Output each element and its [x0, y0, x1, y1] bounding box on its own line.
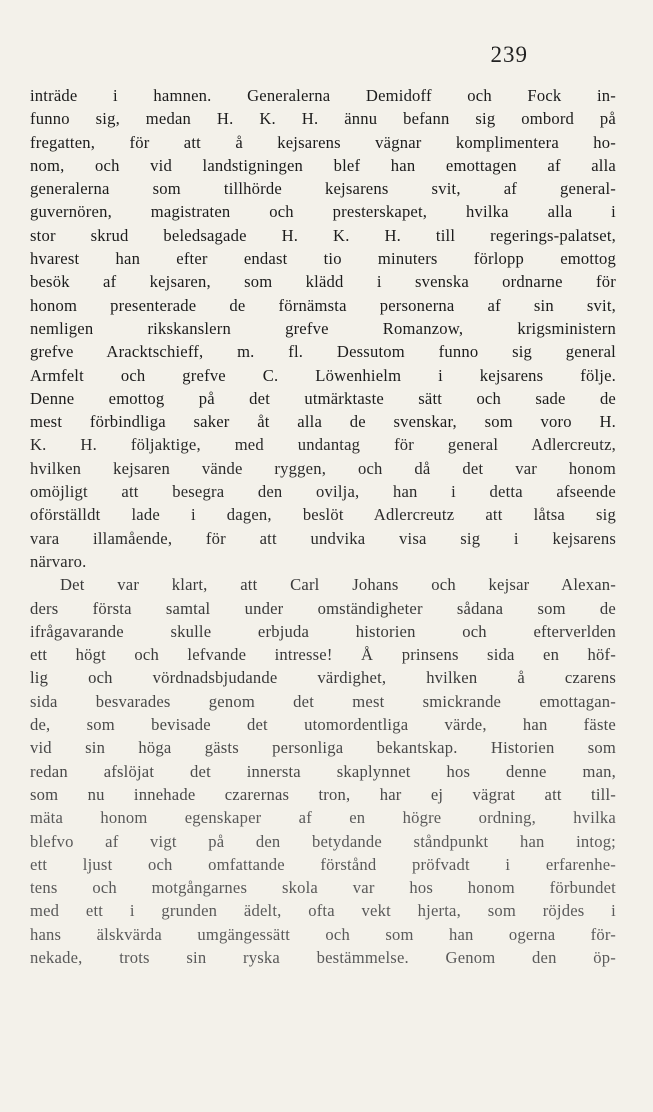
text-line: närvaro. — [30, 551, 87, 571]
text-line: de, som bevisade det utomordentliga värde, han fäste — [30, 715, 616, 735]
text-line: grefve Aracktschieff, m. fl. Dessutom funno sig general — [30, 342, 616, 362]
text-line: nemligen rikskanslern grefve Romanzow, krigsministern — [30, 318, 616, 338]
text-line: vara illamående, för att undvika visa sig i kejsarens — [30, 528, 616, 548]
text-line: honom presenterade de förnämsta personerna af sin svit, — [30, 295, 616, 315]
text-line: nom, och vid landstigningen blef han emottagen af alla — [30, 155, 616, 175]
text-line: omöjligt att besegra den ovilja, han i detta afseende — [30, 482, 616, 502]
text-line: ett ljust och omfattande förstånd pröfvadt i erfarenhe- — [30, 854, 616, 874]
text-line: vid sin höga gästs personliga bekantskap. Historien som — [30, 738, 616, 758]
page-number: 239 — [490, 42, 528, 67]
text-line: ifrågavarande skulle erbjuda historien och efterverlden — [30, 621, 616, 641]
text-line: lig och vördnadsbjudande värdighet, hvilken å czarens — [30, 668, 616, 688]
text-line: mäta honom egenskaper af en högre ordning, hvilka — [30, 808, 616, 828]
text-line: stor skrud beledsagade H. K. H. till regerings-palatset, — [30, 225, 616, 245]
text-line: guvernören, magistraten och presterskapet, hvilka alla i — [30, 202, 616, 222]
text-line: mest förbindliga saker åt alla de svenskar, som voro H. — [30, 412, 616, 432]
text-line: Denne emottog på det utmärktaste sätt och sade de — [30, 388, 616, 408]
text-line: tens och motgångarnes skola var hos honom förbundet — [30, 878, 616, 898]
text-line: nekade, trots sin ryska bestämmelse. Genom den öp- — [30, 947, 616, 967]
text-line: blefvo af vigt på den betydande ståndpunkt han intog; — [30, 831, 616, 851]
text-line: generalerna som tillhörde kejsarens svit, af general- — [30, 179, 616, 199]
text-line: funno sig, medan H. K. H. ännu befann sig ombord på — [30, 109, 616, 129]
text-line: besök af kejsaren, som klädd i svenska ordnarne för — [30, 272, 616, 292]
text-line: fregatten, för att å kejsarens vägnar komplimentera ho- — [30, 132, 616, 152]
text-line: ett högt och lefvande intresse! Å prinsens sida en höf- — [30, 645, 616, 665]
text-line: sida besvarades genom det mest smickrande emottagan- — [30, 691, 616, 711]
text-line: med ett i grunden ädelt, ofta vekt hjerta, som röjdes i — [30, 901, 616, 921]
text-line: hvilken kejsaren vände ryggen, och då det var honom — [30, 458, 616, 478]
text-line: som nu innehade czarernas tron, har ej vägrat att till- — [30, 784, 616, 804]
text-line: ders första samtal under omständigheter sådana som de — [30, 598, 616, 618]
text-line: oförställdt lade i dagen, beslöt Adlercreutz att låtsa sig — [30, 505, 616, 525]
body-text — [30, 84, 616, 969]
text-line: hans älskvärda umgängessätt och som han ogerna för- — [30, 924, 616, 944]
text-line: K. H. följaktige, med undantag för general Adlercreutz, — [30, 435, 616, 455]
text-line: Det var klart, att Carl Johans och kejsar Alexan- — [60, 575, 616, 595]
text-line: hvarest han efter endast tio minuters förlopp emottog — [30, 249, 616, 269]
text-line: Armfelt och grefve C. Löwenhielm i kejsarens följe. — [30, 365, 616, 385]
text-line: redan afslöjat det innersta skaplynnet hos denne man, — [30, 761, 616, 781]
text-line: inträde i hamnen. Generalerna Demidoff och Fock in- — [30, 86, 616, 105]
